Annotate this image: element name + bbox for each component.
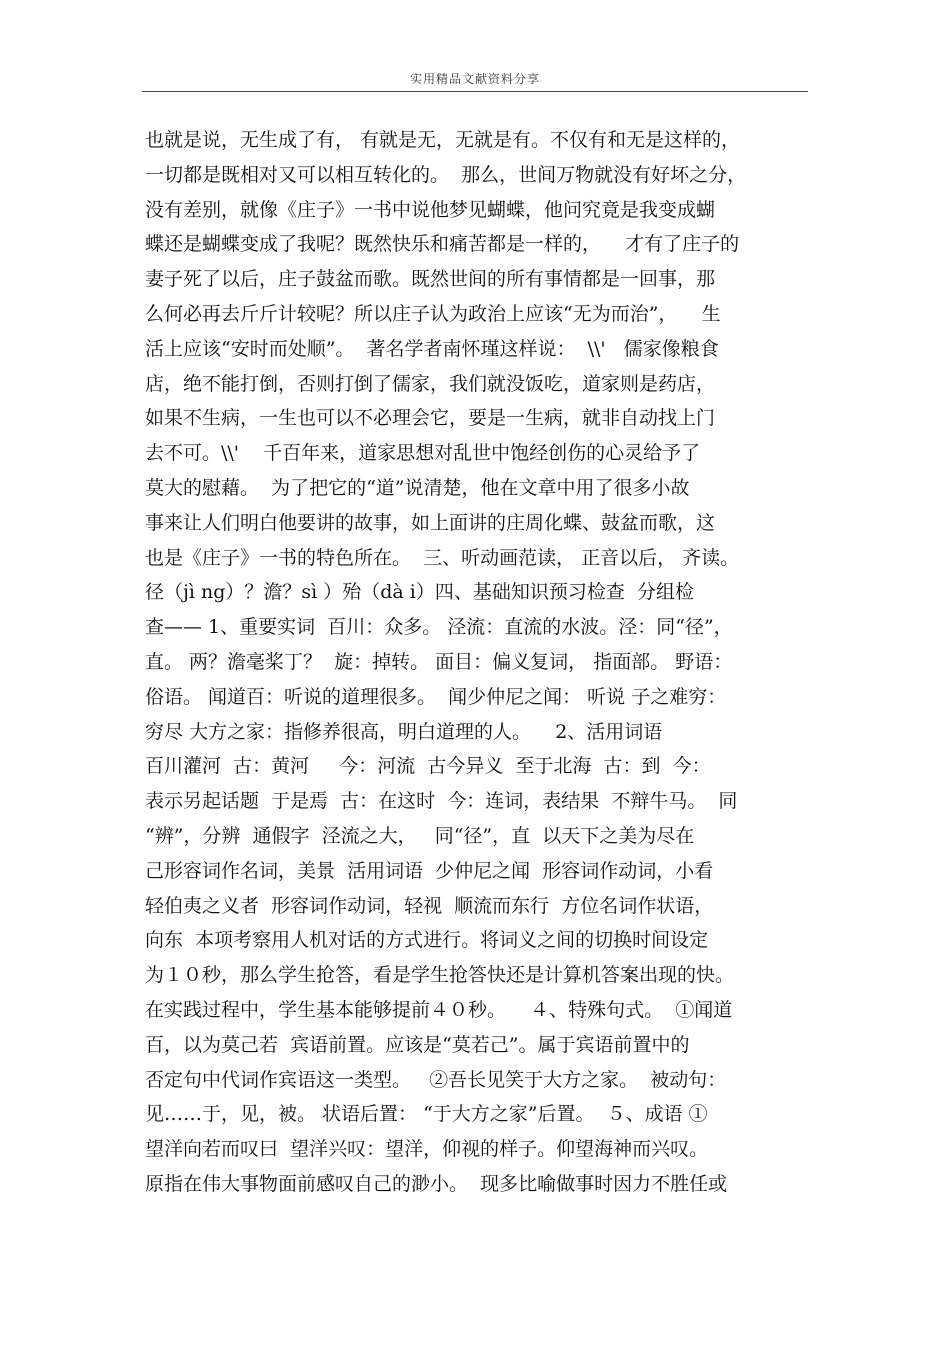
text-line: 也就是说，无生成了有， 有就是无，无就是有。不仅有和无是这样的， (145, 129, 741, 151)
text-line: 直。 两？澹毫桨丁？ 旋：掉转。 面目：偏义复词， 指面部。 野语： (145, 650, 733, 673)
text-line: 百川灌河 古：黄河 今：河流 古今异义 至于北海 古：到 今： (145, 755, 711, 778)
text-line: 一切都是既相对又可以相互转化的。 那么，世间万物就没有好坏之分， (145, 163, 747, 186)
text-line: 活上应该“安时而处顺”。 著名学者南怀瑾这样说： \\' 儒家像粮食 (145, 337, 719, 360)
text-line: 查—— 1、重要实词 百川：众多。 泾流：直流的水波。泾：同“径”， (145, 616, 733, 639)
text-line: 见……于，见，被。 状语后置： “于大方之家”后置。 ５、成语 ① (145, 1103, 708, 1126)
text-line: 向东 本项考察用人机对话的方式进行。将词义之间的切换时间设定 (145, 929, 709, 952)
text-line: 俗语。 闻道百：听说的道理很多。 闻少仲尼之闻： 听说 子之难穷： (145, 685, 727, 708)
text-line: 店，绝不能打倒，否则打倒了儒家，我们就没饭吃，道家则是药店， (145, 372, 716, 395)
text-line: 穷尽 大方之家：指修养很高，明白道理的人。 2、活用词语 (145, 720, 663, 743)
body-text (145, 123, 815, 1202)
text-line: 表示另起话题 于是焉 古：在这时 今：连词，表结果 不辩牛马。 同 (145, 790, 738, 813)
text-line: 妻子死了以后，庄子鼓盆而歌。既然世间的所有事情都是一回事，那 (145, 268, 716, 291)
text-line: 如果不生病，一生也可以不必理会它，要是一生病，就非自动找上门 (145, 407, 716, 430)
page-header-title: 实用精品文献资料分享 (409, 72, 540, 86)
text-line: 么何必再去斤斤计较呢？所以庄子认为政治上应该“无为而治”， 生 (145, 302, 721, 325)
text-line: 也是《庄子》一书的特色所在。 三、听动画范读， 正音以后， 齐读。 (145, 546, 740, 569)
text-line: 为１０秒，那么学生抢答，看是学生抢答快还是计算机答案出现的快。 (145, 964, 735, 987)
text-line: “辨”，分辨 通假字 泾流之大， 同“径”，直 以天下之美为尽在 (145, 824, 695, 847)
text-line: 蝶还是蝴蝶变成了我呢？既然快乐和痛苦都是一样的， 才有了庄子的 (145, 233, 740, 256)
text-line: 没有差别，就像《庄子》一书中说他梦见蝴蝶，他问究竟是我变成蝴 (145, 198, 716, 221)
text-line: 百，以为莫己若 宾语前置。应该是“莫若己”。属于宾语前置中的 (145, 1033, 690, 1056)
header-divider (142, 91, 808, 92)
text-line: 莫大的慰藉。 为了把它的“道”说清楚，他在文章中用了很多小故 (145, 476, 690, 499)
text-line: 径（jì ng）？澹？sì ）殆（dà i）四、基础知识预习检查 分组检 (145, 581, 694, 604)
text-line: 事来让人们明白他要讲的故事，如上面讲的庄周化蝶、鼓盆而歌，这 (145, 511, 716, 534)
text-line: 否定句中代词作宾语这一类型。 ②吾长见笑于大方之家。 被动句： (145, 1068, 727, 1091)
text-line: 在实践过程中，学生基本能够提前４０秒。 ４、特殊句式。 ①闻道 (145, 998, 733, 1021)
text-line: 轻伯夷之义者 形容词作动词，轻视 顺流而东行 方位名词作状语， (145, 894, 714, 917)
text-line: 己形容词作名词，美景 活用词语 少仲尼之闻 形容词作动词，小看 (145, 859, 714, 882)
text-line: 望洋向若而叹曰 望洋兴叹：望洋，仰视的样子。仰望海神而兴叹。 (145, 1138, 709, 1161)
text-line: 原指在伟大事物面前感叹自己的渺小。 现多比喻做事时因力不胜任或 (145, 1172, 728, 1195)
text-line: 去不可。\\' 千百年来，道家思想对乱世中饱经创伤的心灵给予了 (145, 442, 701, 465)
